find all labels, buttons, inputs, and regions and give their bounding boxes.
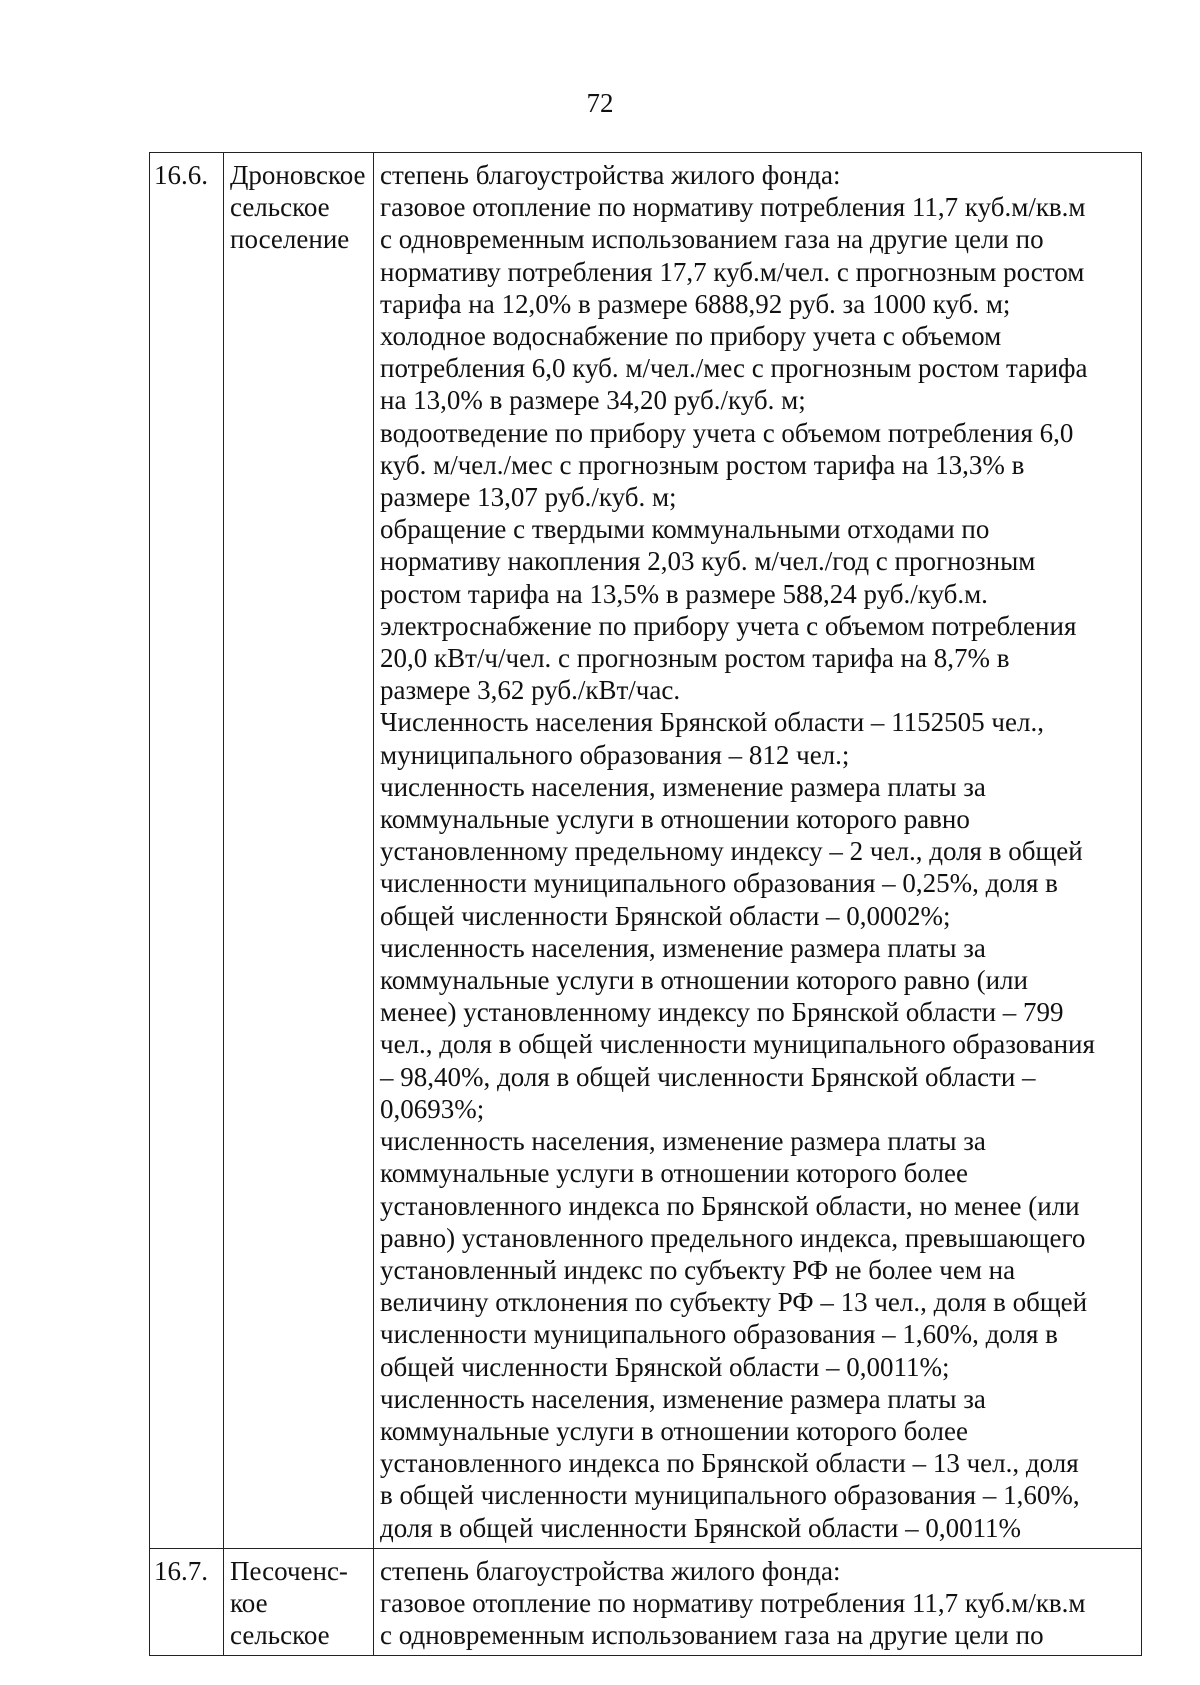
text-line: равно) установленного предельного индекса, превышающего [380,1222,1086,1253]
table-row [150,1548,1142,1656]
settlement-name-cell [224,1548,374,1656]
text-line: кое [230,1587,268,1618]
text-line: в общей численности муниципального образования – 1,60%, [380,1480,1080,1511]
text-line: газовое отопление по нормативу потребления 11,7 куб.м/кв.м [380,192,1086,223]
text-line: общей численности Брянской области – 0,0002%; [380,900,951,931]
text-line: 0,0693%; [380,1093,485,1124]
text-line: Дроновское [230,160,366,190]
description-cell [374,1548,1142,1656]
row-number-cell [150,153,224,1549]
text-line: установленного индекса по Брянской области, но менее (или [380,1190,1080,1221]
text-line: величину отклонения по субъекту РФ – 13 чел., доля в общей [380,1287,1088,1318]
row-number: 16.6. [154,160,208,190]
text-line: коммунальные услуги в отношении которого более [380,1158,968,1189]
text-line: доля в общей численности Брянской области – 0,0011% [380,1512,1022,1543]
text-line: коммунальные услуги в отношении которого равно [380,804,970,835]
text-line: обращение с твердыми коммунальными отходами по [380,514,990,545]
text-line: холодное водоснабжение по прибору учета с объемом [380,321,1002,352]
text-line: водоотведение по прибору учета с объемом потребления 6,0 [380,417,1074,448]
text-line: Песоченс- [230,1555,348,1586]
text-line: менее) установленному индексу по Брянской области – 799 [380,997,1064,1028]
text-line: – 98,40%, доля в общей численности Брянской области – [380,1061,1036,1092]
municipal-data-table [149,152,1142,1656]
text-line: нормативу потребления 17,7 куб.м/чел. с прогнозным ростом [380,256,1085,287]
table-row [150,153,1142,1549]
text-line: куб. м/чел./мес с прогнозным ростом тарифа на 13,3% в [380,449,1025,480]
text-line: Численность населения Брянской области – 1152505 чел., [380,707,1044,738]
text-line: сельское [230,1620,330,1651]
row-number-cell [150,1548,224,1656]
text-line: чел., доля в общей численности муниципального образования [380,1029,1095,1060]
text-line: муниципального образования – 812 чел.; [380,739,850,770]
text-line: с одновременным использованием газа на другие цели по [380,1620,1044,1651]
text-line: на 13,0% в размере 34,20 руб./куб. м; [380,385,806,416]
text-line: установленного индекса по Брянской области – 13 чел., доля [380,1448,1079,1479]
text-line: коммунальные услуги в отношении которого более [380,1415,968,1446]
text-line: численность населения, изменение размера платы за [380,1383,986,1414]
text-line: степень благоустройства жилого фонда: [380,1555,841,1586]
row-number: 16.7. [154,1555,208,1586]
text-line: тарифа на 12,0% в размере 6888,92 руб. за 1000 куб. м; [380,288,1011,319]
text-line: потребления 6,0 куб. м/чел./мес с прогнозным ростом тарифа [380,353,1088,384]
text-line: численность населения, изменение размера платы за [380,771,986,802]
text-line: размере 3,62 руб./кВт/час. [380,675,681,706]
text-line: численности муниципального образования – 0,25%, доля в [380,868,1058,899]
text-line: установленный индекс по субъекту РФ не более чем на [380,1254,1016,1285]
text-line: численности муниципального образования – 1,60%, доля в [380,1319,1058,1350]
text-line: установленному предельному индексу – 2 чел., доля в общей [380,836,1083,867]
text-line: с одновременным использованием газа на другие цели по [380,224,1044,255]
text-line: коммунальные услуги в отношении которого равно (или [380,965,1028,996]
text-line: численность населения, изменение размера платы за [380,1126,986,1157]
text-line: общей численности Брянской области – 0,0011%; [380,1351,950,1382]
description-cell [374,153,1142,1549]
settlement-name-cell [224,153,374,1549]
text-line: численность населения, изменение размера платы за [380,932,986,963]
text-line: размере 13,07 руб./куб. м; [380,482,677,513]
text-line: поселение [230,224,350,255]
page-number: 72 [586,88,614,118]
text-line: степень благоустройства жилого фонда: [380,160,841,190]
text-line: 20,0 кВт/ч/чел. с прогнозным ростом тарифа на 8,7% в [380,643,1010,674]
text-line: газовое отопление по нормативу потребления 11,7 куб.м/кв.м [380,1587,1086,1618]
text-line: сельское [230,192,330,223]
text-line: электроснабжение по прибору учета с объемом потребления [380,610,1077,641]
table-body [150,153,1142,1656]
text-line: нормативу накопления 2,03 куб. м/чел./год с прогнозным [380,546,1036,577]
text-line: ростом тарифа на 13,5% в размере 588,24 руб./куб.м. [380,578,988,609]
